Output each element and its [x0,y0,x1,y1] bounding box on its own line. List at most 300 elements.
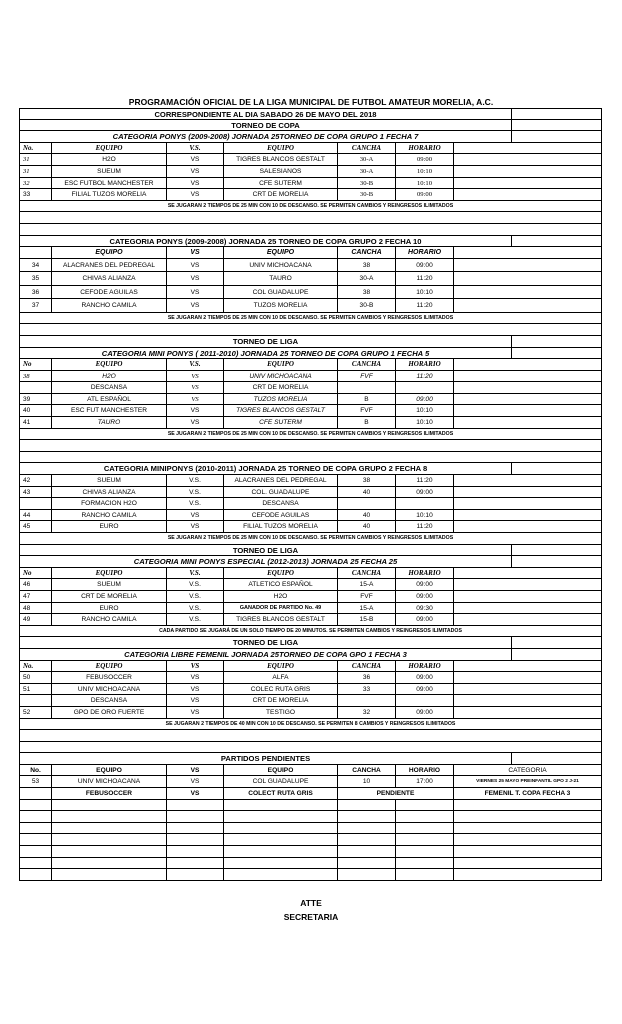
cancha-value: 15-A [338,603,396,614]
empty-cell [512,109,601,119]
empty-cell [454,166,601,177]
header-horario: HORARIO [396,661,454,672]
match-row [19,286,602,300]
header-equipo: EQUIPO [52,568,167,579]
empty-cell [454,510,601,521]
torneo-title: TORNEO DE COPA [20,120,512,131]
vs-label: VS [167,178,224,189]
document-title: PROGRAMACIÓN OFICIAL DE LA LIGA MUNICIPAL DE FUTBOL AMATEUR MORELIA, A.C. [128,97,494,107]
header-vs: VS [167,765,224,776]
torneo-row [19,336,602,348]
vs-label: V.S. [167,614,224,625]
match-row [19,603,602,615]
away-team: CEFODE AGUILAS [224,510,338,521]
empty-cell [454,568,601,579]
spacer-row [19,440,602,452]
home-team: RANCHO CAMILA [52,299,167,312]
atte-label: ATTE [300,898,322,908]
spacer-row [19,730,602,742]
home-team: CRT DE MORELIA [52,591,167,602]
match-no: 37 [20,299,52,312]
rules-note: SE JUGARAN 2 TIEMPOS DE 25 MIN CON 10 DE DESCANSO. SE PERMITEN CAMBIOS Y REINGRESOS ILIMITADOS [167,314,454,321]
header-row [19,247,602,259]
spacer-row [19,224,602,236]
horario-value: 09:30 [396,603,454,614]
empty-cell [512,545,601,556]
vs-label: VS [167,259,224,272]
header-equipo: EQUIPO [52,661,167,672]
match-no: 33 [20,189,52,200]
match-row [19,521,602,533]
match-no [20,695,52,706]
torneo-row [19,120,602,132]
empty-cell [454,579,601,590]
vs-label: VS [167,299,224,312]
match-no: 50 [20,672,52,683]
header-horario: HORARIO [396,247,454,258]
horario-value: 17:00 [396,776,454,787]
match-row [19,417,602,429]
cancha-value: 15-A [338,579,396,590]
header-equipo: EQUIPO [224,568,338,579]
away-team: H2O [224,591,338,602]
rules-note: SE JUGARAN 2 TIEMPOS DE 25 MIN CON 10 DE DESCANSO. SE PERMITEN CAMBIOS Y REINGRESOS ILIMITADOS [167,535,454,541]
match-no: 38 [20,371,52,382]
vs-label: VS [167,417,224,428]
categoria-row [19,236,602,248]
horario-value: 09:00 [396,707,454,718]
header-vs: V.S. [167,359,224,370]
match-row [19,510,602,522]
horario-value: 10:10 [396,417,454,428]
home-team: ESC FUTBOL MANCHESTER [52,178,167,189]
match-row [19,299,602,313]
cancha-value [338,695,396,706]
away-team: TUZOS MORELIA [224,394,338,405]
rules-note-row [19,533,602,545]
header-cancha: CANCHA [338,247,396,258]
empty-cell [454,475,601,486]
vs-label: VS [167,382,224,393]
away-team: TIGRES BLANCOS GESTALT [224,405,338,416]
vs-label: VS [167,510,224,521]
cancha-value: 40 [338,510,396,521]
empty-cell [512,637,601,648]
home-team: SUEUM [52,579,167,590]
vs-label: VS [167,788,224,799]
home-team: ALACRANES DEL PEDREGAL [52,259,167,272]
horario-value: 09:00 [396,487,454,498]
empty-cell [512,649,601,660]
match-row [19,154,602,166]
empty-cell [454,707,601,718]
home-team: ESC FUT MANCHESTER [52,405,167,416]
match-no [20,788,52,799]
horario-value: 09:00 [396,579,454,590]
vs-label: V.S. [167,603,224,614]
empty-cell [454,359,601,370]
header-equipo: EQUIPO [52,247,167,258]
header-horario: HORARIO [396,568,454,579]
match-row [19,259,602,273]
empty-cell [454,417,601,428]
cancha-value: FVF [338,371,396,382]
match-no: 35 [20,272,52,285]
header-no: No. [20,661,52,672]
away-team: COL GUADALUPE [224,776,338,787]
horario-value: 11:20 [396,521,454,532]
spacer-row [19,452,602,464]
categoria-row [19,463,602,475]
horario-value: 09:00 [396,614,454,625]
cancha-value [338,382,396,393]
match-row [19,614,602,626]
empty-cell [454,371,601,382]
match-no: 39 [20,394,52,405]
home-team: EURO [52,603,167,614]
empty-cell [454,603,601,614]
pendientes-header-row [19,765,602,777]
header-equipo: EQUIPO [52,143,167,154]
header-cancha: CANCHA [338,661,396,672]
categoria-title: CATEGORIA MINIPONYS (2010-2011) JORNADA 25 TORNEO DE COPA GRUPO 2 FECHA 8 [20,463,512,474]
header-horario: HORARIO [396,765,454,776]
empty-row [19,869,602,881]
cancha-value: 30-A [338,154,396,165]
home-team: TAURO [52,417,167,428]
match-no: 41 [20,417,52,428]
home-team: FILIAL TUZOS MORELIA [52,189,167,200]
header-vs: VS [167,247,224,258]
header-row [19,359,602,371]
match-row [19,498,602,510]
home-team: CHIVAS ALIANZA [52,487,167,498]
vs-label: VS [167,672,224,683]
away-team: GANADOR DE PARTIDO No. 49 [224,603,338,614]
header-no: No [20,359,52,370]
cancha-value: 32 [338,707,396,718]
torneo-title: TORNEO DE LIGA [20,637,512,648]
date-row [19,108,602,120]
match-row [19,189,602,201]
spacer-row [19,742,602,754]
empty-cell [454,189,601,200]
categoria-title: CATEGORIA PONYS (2009-2008) JORNADA 25 TORNEO DE COPA GRUPO 2 FECHA 10 [20,236,512,247]
match-row [19,166,602,178]
empty-row [19,811,602,823]
away-team: COL GUADALUPE [224,286,338,299]
header-cancha: CANCHA [338,143,396,154]
header-cancha: CANCHA [338,568,396,579]
spacer-row [19,324,602,336]
empty-cell [454,299,601,312]
away-team: TAURO [224,272,338,285]
empty-cell [454,695,601,706]
empty-cell [454,154,601,165]
vs-label: VS [167,394,224,405]
categoria-row [19,348,602,360]
cancha-value: 40 [338,521,396,532]
match-no: 46 [20,579,52,590]
cancha-value: 40 [338,487,396,498]
match-row [19,684,602,696]
horario-value: 10:10 [396,286,454,299]
match-row [19,272,602,286]
header-equipo: EQUIPO [224,359,338,370]
home-team: H2O [52,371,167,382]
cancha-value: 15-B [338,614,396,625]
match-no: 53 [20,776,52,787]
match-row [19,178,602,190]
away-team: UNIV MICHOACANA [224,371,338,382]
empty-cell [454,498,601,509]
vs-label: V.S. [167,498,224,509]
header-no: No. [20,765,52,776]
match-row [19,405,602,417]
cancha-value: 38 [338,259,396,272]
categoria-title: CATEGORIA PONYS (2009-2008) JORNADA 25TORNEO DE COPA GRUPO 1 FECHA 7 [20,131,512,142]
vs-label: VS [167,695,224,706]
vs-label: V.S. [167,579,224,590]
home-team: FORMACION H2O [52,498,167,509]
home-team: DESCANSA [52,382,167,393]
empty-cell [512,336,601,347]
schedule-sheet [19,108,602,881]
header-vs: V.S. [167,143,224,154]
home-team: EURO [52,521,167,532]
spacer-row [19,212,602,224]
header-row [19,661,602,673]
away-team: TIGRES BLANCOS GESTALT [224,614,338,625]
home-team: FEBUSOCCER [52,672,167,683]
home-team: SUEUM [52,166,167,177]
horario-value: 10:10 [396,178,454,189]
match-no: 44 [20,510,52,521]
away-team: TESTIGO [224,707,338,718]
match-no [20,382,52,393]
empty-cell [512,556,601,567]
home-team: RANCHO CAMILA [52,510,167,521]
empty-row [19,858,602,870]
vs-label: VS [167,272,224,285]
vs-label: V.S. [167,487,224,498]
empty-cell [512,348,601,359]
horario-value [396,382,454,393]
header-cancha: CANCHA [338,765,396,776]
cancha-value: B [338,394,396,405]
empty-cell [454,394,601,405]
home-team: CEFODE AGUILAS [52,286,167,299]
empty-cell [454,382,601,393]
horario-value: 09:00 [396,394,454,405]
cancha-value: 30-B [338,178,396,189]
cancha-value: 36 [338,672,396,683]
empty-cell [454,614,601,625]
vs-label: VS [167,154,224,165]
categoria-row [19,649,602,661]
empty-cell [454,487,601,498]
match-no: 52 [20,707,52,718]
vs-label: VS [167,189,224,200]
vs-label: VS [167,371,224,382]
cancha-value: 30-A [338,166,396,177]
match-row [19,695,602,707]
match-row [19,707,602,719]
empty-cell [454,661,601,672]
header-vs: VS [167,661,224,672]
header-row [19,143,602,155]
header-row [19,568,602,580]
vs-label: VS [167,166,224,177]
horario-value [396,498,454,509]
header-equipo: EQUIPO [224,247,338,258]
empty-cell [512,120,601,131]
home-team: RANCHO CAMILA [52,614,167,625]
empty-cell [454,591,601,602]
match-no: 40 [20,405,52,416]
horario-value: 11:20 [396,299,454,312]
away-team: COL. GUADALUPE [224,487,338,498]
match-no: 43 [20,487,52,498]
cancha-value: 33 [338,684,396,695]
away-team: DESCANSA [224,498,338,509]
match-no: 48 [20,603,52,614]
categoria-row [19,131,602,143]
header-categoria: CATEGORIA [508,766,547,774]
empty-cell [512,463,601,474]
horario-value: 09:00 [396,684,454,695]
header-cancha: CANCHA [338,359,396,370]
match-no: 49 [20,614,52,625]
empty-cell [512,753,601,764]
match-no: 47 [20,591,52,602]
pendientes-title-row [19,753,602,765]
cancha-value: 30-A [338,272,396,285]
horario-value [396,695,454,706]
empty-cell [512,131,601,142]
empty-row [19,800,602,812]
home-team: H2O [52,154,167,165]
vs-label: VS [167,707,224,718]
empty-cell [454,521,601,532]
cancha-value: 30-B [338,299,396,312]
match-row [19,394,602,406]
match-row [19,371,602,383]
secretaria-label: SECRETARIA [283,912,339,922]
rules-note: SE JUGARAN 2 TIEMPOS DE 25 MIN CON 10 DE DESCANSO. SE PERMITEN CAMBIOS Y REINGRESOS ILIMITADOS [167,202,454,209]
home-team: FEBUSOCCER [52,788,167,799]
horario-value: 09:00 [396,259,454,272]
header-horario: HORARIO [396,359,454,370]
horario-value: 11:20 [396,272,454,285]
cancha-value: 10 [338,776,396,787]
home-team: CHIVAS ALIANZA [52,272,167,285]
empty-cell [454,143,601,154]
match-row [19,672,602,684]
match-no: 51 [20,684,52,695]
header-no: No. [20,143,52,154]
categoria-value: FEMENIL T. COPA FECHA 3 [484,790,571,798]
away-team: CRT DE MORELIA [224,695,338,706]
rules-note-row [19,201,602,213]
match-no: 42 [20,475,52,486]
categoria-title: CATEGORIA MINI PONYS ESPECIAL (2012-2013) JORNADA 25 FECHA 25 [20,556,512,567]
torneo-title: TORNEO DE LIGA [20,336,512,347]
pendientes-title: PARTIDOS PENDIENTES [20,753,512,764]
header-horario: HORARIO [396,143,454,154]
away-team: ALACRANES DEL PEDREGAL [224,475,338,486]
home-team: SUEUM [52,475,167,486]
empty-cell [454,272,601,285]
cancha-value: FVF [338,591,396,602]
cancha-value: 38 [338,286,396,299]
vs-label: VS [167,521,224,532]
cancha-value: 38 [338,475,396,486]
horario-value: 09:00 [396,189,454,200]
empty-cell [454,286,601,299]
away-team: ALFA [224,672,338,683]
empty-cell [454,405,601,416]
vs-label: V.S. [167,475,224,486]
horario-value: 09:00 [396,591,454,602]
categoria-value: VIERNES 25 MAYO PREINFANTIL GPO 2 J-21 [476,779,579,785]
match-no: 32 [20,178,52,189]
horario-value: 10:10 [396,510,454,521]
torneo-row [19,637,602,649]
home-team: UNIV MICHOACANA [52,776,167,787]
away-team: SALESIANOS [224,166,338,177]
empty-cell [454,672,601,683]
cancha-value: 30-B [338,189,396,200]
away-team: ATLETICO ESPAÑOL [224,579,338,590]
categoria-row [19,556,602,568]
header-equipo: EQUIPO [224,143,338,154]
vs-label: VS [167,286,224,299]
empty-cell [454,247,601,258]
home-team: UNIV MICHOACANA [52,684,167,695]
header-equipo: EQUIPO [224,661,338,672]
cancha-value: FVF [338,405,396,416]
home-team: ATL ESPAÑOL [52,394,167,405]
away-team: CFE SUTERM [224,178,338,189]
empty-row [19,834,602,846]
away-team: CFE SUTERM [224,417,338,428]
header-equipo: EQUIPO [52,359,167,370]
vs-label: VS [167,776,224,787]
cancha-value [338,498,396,509]
vs-label: VS [167,684,224,695]
header-equipo: EQUIPO [224,765,338,776]
header-vs: V.S. [167,568,224,579]
match-no [20,498,52,509]
signature-block [0,896,622,924]
match-no: 31 [20,154,52,165]
rules-note: SE JUGARAN 2 TIEMPOS DE 40 MIN CON 10 DE DESCANSO. SE PERMITEN 8 CAMBIOS Y REINGRESOS ILIMITADOS [165,720,456,727]
match-no: 36 [20,286,52,299]
torneo-row [19,545,602,557]
away-team: UNIV MICHOACANA [224,259,338,272]
match-row [19,475,602,487]
rules-note: CADA PARTIDO SE JUGARÁ DE UN SOLO TIEMPO DE 20 MINUTOS. SE PERMITEN CAMBIOS Y REINGRESOS ILIMITADOS [159,627,462,634]
empty-row [19,823,602,835]
away-team: COLEC RUTA GRIS [224,684,338,695]
match-no: 34 [20,259,52,272]
horario-value: 10:10 [396,405,454,416]
empty-cell [454,178,601,189]
rules-note-row [19,626,602,638]
vs-label: V.S. [167,591,224,602]
horario-value: 09:00 [396,154,454,165]
